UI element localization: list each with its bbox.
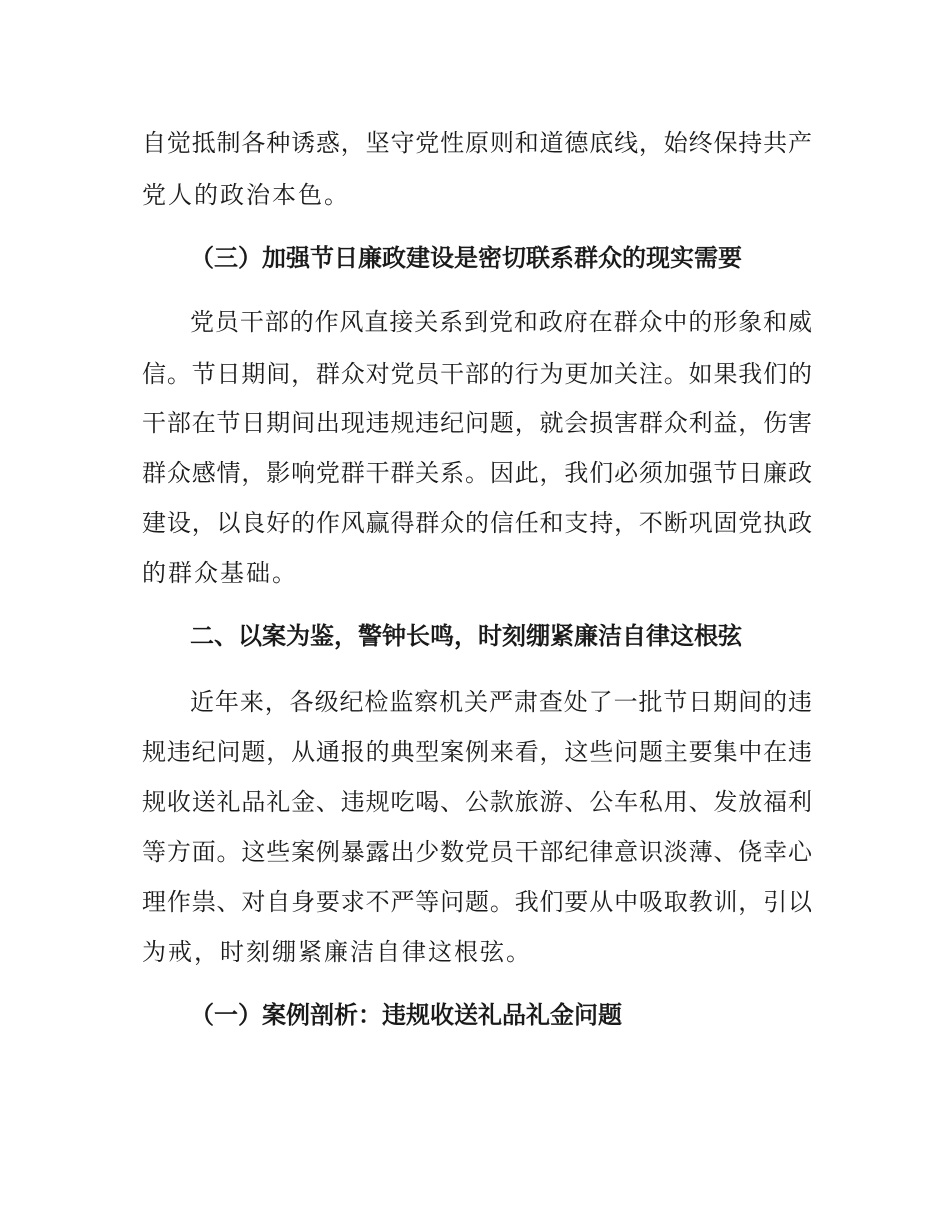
paragraph-line: 为戒，时刻绷紧廉洁自律这根弦。 xyxy=(142,938,532,966)
paragraph-line: 规违纪问题，从通报的典型案例来看，这些问题主要集中在违 xyxy=(142,738,812,766)
paragraph-line: 党人的政治本色。 xyxy=(142,181,350,209)
paragraph-line: 干部在节日期间出现违规违纪问题，就会损害群众利益，伤害 xyxy=(142,409,812,437)
paragraph-line: 理作祟、对自身要求不严等问题。我们要从中吸取教训，引以 xyxy=(142,888,812,916)
paragraph-line: 近年来，各级纪检监察机关严肃查处了一批节日期间的违 xyxy=(190,688,812,716)
subsection-heading: （三）加强节日廉政建设是密切联系群众的现实需要 xyxy=(190,244,742,272)
paragraph-line: 等方面。这些案例暴露出少数党员干部纪律意识淡薄、侥幸心 xyxy=(142,838,812,866)
subsection-heading: （一）案例剖析：违规收送礼品礼金问题 xyxy=(190,1001,622,1029)
paragraph-line: 建设，以良好的作风赢得群众的信任和支持，不断巩固党执政 xyxy=(142,509,812,537)
paragraph-line: 党员干部的作风直接关系到党和政府在群众中的形象和威 xyxy=(190,308,812,336)
paragraph-line: 的群众基础。 xyxy=(142,559,298,587)
paragraph-line: 信。节日期间，群众对党员干部的行为更加关注。如果我们的 xyxy=(142,360,812,388)
section-heading: 二、以案为鉴，警钟长鸣，时刻绷紧廉洁自律这根弦 xyxy=(190,622,742,650)
paragraph-line: 群众感情，影响党群干群关系。因此，我们必须加强节日廉政 xyxy=(142,459,812,487)
paragraph-line: 自觉抵制各种诱惑，坚守党性原则和道德底线，始终保持共产 xyxy=(142,129,812,157)
paragraph-line: 规收送礼品礼金、违规吃喝、公款旅游、公车私用、发放福利 xyxy=(142,788,812,816)
